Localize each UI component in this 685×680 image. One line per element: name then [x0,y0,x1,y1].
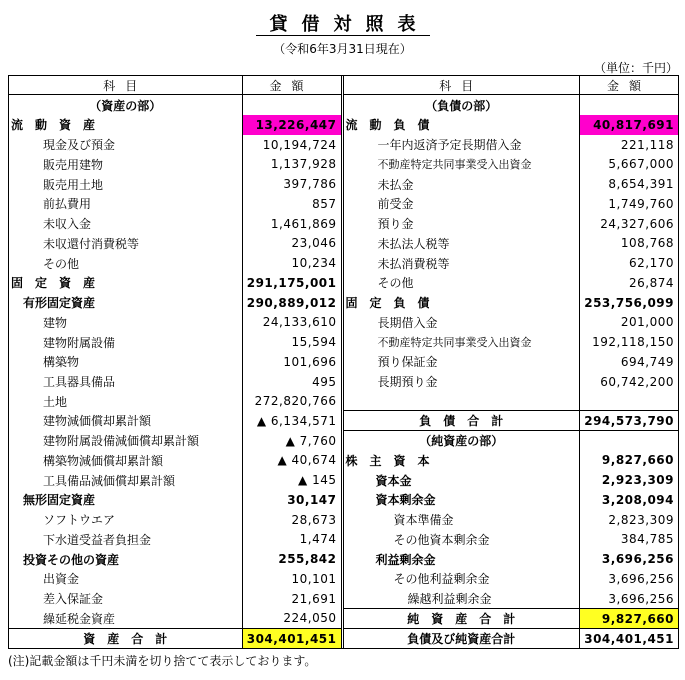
account-amount: 1,137,928 [242,155,341,175]
account-name: 株 主 資 本 [345,453,430,468]
footnote: (注)記載金額は千円未満を切り捨てて表示しております。 [8,654,317,668]
account-name: （資産の部） [89,98,162,113]
amount-header: 金額 [242,76,341,94]
account-name: 預り保証金 [377,355,438,370]
account-amount: 224,050 [242,608,341,628]
account-name: 資本金 [375,473,412,488]
account-amount: 495 [242,372,341,392]
assets-row [9,312,341,332]
account-name: その他利益剰余金 [393,572,490,587]
liabilities-row [344,253,679,273]
account-name: 工具器具備品 [43,375,116,389]
account-name: 無形固定資産 [23,493,96,508]
liabilities-header-row [344,76,679,95]
amount-header: 金額 [579,76,678,94]
account-amount: 23,046 [242,234,341,254]
assets-header-row [9,76,341,95]
account-amount: 8,654,391 [579,174,678,194]
account-amount: 13,226,447 [242,115,341,135]
assets-side [9,76,344,648]
account-name: 固 定 負 債 [345,296,430,311]
assets-row [9,115,341,135]
subject-header: 科目 [103,78,148,93]
account-name: 流 動 資 産 [11,118,96,133]
account-amount [579,95,678,115]
liabilities-row [344,174,679,194]
account-amount: 3,696,256 [579,569,678,589]
liabilities-row [344,155,679,175]
liabilities-row [344,391,679,411]
account-name: 建物減価償却累計額 [43,414,152,429]
account-name: 構築物 [43,355,80,370]
assets-row [9,372,341,392]
assets-row [9,628,341,648]
assets-row [9,589,341,609]
account-name: 現金及び預金 [43,138,116,153]
account-name: 長期預り金 [377,375,438,389]
liabilities-row [344,549,679,569]
account-amount: 15,594 [242,332,341,352]
account-amount [579,431,678,451]
account-amount: 694,749 [579,352,678,372]
account-name: その他 [377,276,414,291]
account-amount: ▲ 40,674 [242,451,341,471]
account-amount: 290,889,012 [242,293,341,313]
account-name: 未収入金 [43,217,92,232]
account-amount: 397,786 [242,174,341,194]
assets-row [9,174,341,194]
account-amount [242,95,341,115]
account-amount: 5,667,000 [579,155,678,175]
account-amount: 108,768 [579,234,678,254]
account-name: 未収還付消費税等 [43,236,140,251]
liabilities-row [344,451,679,471]
account-name: 未払消費税等 [377,256,450,271]
account-amount: 3,696,256 [579,589,678,609]
assets-row [9,608,341,628]
account-name: 建物附属設備減価償却累計額 [43,434,200,449]
as-of-date: （令和6年3月31日現在） [273,42,412,56]
liabilities-row [344,273,679,293]
account-amount: 304,401,451 [579,629,678,648]
unit-label: （単位：千円） [593,61,678,75]
account-name: 資 産 合 計 [83,632,168,647]
account-amount: ▲ 7,760 [242,431,341,451]
account-name: 固 定 資 産 [11,276,96,291]
liabilities-row [344,470,679,490]
account-name: 下水道受益者負担金 [43,532,152,547]
assets-row [9,569,341,589]
account-name: 一年内返済予定長期借入金 [377,138,522,153]
account-amount: 60,742,200 [579,372,678,392]
liabilities-row [344,234,679,254]
account-amount: 62,170 [579,253,678,273]
account-name: 負 債 合 計 [419,414,504,428]
account-amount: 221,118 [579,135,678,155]
liabilities-row [344,352,679,372]
liabilities-row [344,431,679,451]
account-amount: 384,785 [579,530,678,550]
assets-row [9,95,341,115]
account-amount: 21,691 [242,589,341,609]
assets-row [9,510,341,530]
assets-row [9,273,341,293]
account-amount: 857 [242,194,341,214]
account-amount: 272,820,766 [242,391,341,411]
account-amount [579,391,678,410]
liabilities-row [344,115,679,135]
account-amount: 304,401,451 [242,629,341,648]
account-name: 不動産特定共同事業受入出資金 [377,158,532,172]
subject-header: 科目 [439,78,484,93]
assets-row [9,431,341,451]
assets-row [9,352,341,372]
liabilities-row [344,95,679,115]
account-amount: 24,327,606 [579,214,678,234]
assets-row [9,135,341,155]
account-name: 投資その他の資産 [23,552,120,567]
liabilities-row [344,589,679,609]
account-amount: 255,842 [242,549,341,569]
account-amount: 2,923,309 [579,470,678,490]
account-name: 負債及び純資産合計 [407,632,516,647]
account-name: 資本準備金 [393,513,454,528]
assets-row [9,490,341,510]
account-name: 利益剰余金 [375,552,436,567]
assets-row [9,194,341,214]
assets-row [9,293,341,313]
account-name: 建物 [43,315,68,330]
account-amount: 101,696 [242,352,341,372]
account-amount: 28,673 [242,510,341,530]
balance-sheet-table [8,75,679,649]
account-amount: 9,827,660 [579,451,678,471]
liabilities-row [344,194,679,214]
liabilities-row [344,569,679,589]
assets-row [9,155,341,175]
account-name: 長期借入金 [377,315,438,330]
account-amount: 24,133,610 [242,312,341,332]
account-amount: ▲ 6,134,571 [242,411,341,431]
account-name: 有形固定資産 [23,296,96,311]
account-amount: 26,874 [579,273,678,293]
liabilities-row [344,411,679,431]
account-amount: 201,000 [579,312,678,332]
assets-row [9,470,341,490]
assets-row [9,391,341,411]
liabilities-row [344,510,679,530]
account-amount: 3,208,094 [579,490,678,510]
assets-row [9,451,341,471]
account-name: その他 [43,256,80,271]
account-name: ソフトウエア [43,513,116,528]
liabilities-row [344,312,679,332]
liabilities-row [344,530,679,550]
liabilities-side [344,76,679,648]
account-amount: 1,474 [242,530,341,550]
account-amount: 253,756,099 [579,293,678,313]
account-amount: 10,234 [242,253,341,273]
assets-row [9,549,341,569]
assets-row [9,530,341,550]
account-name: 未払金 [377,177,414,192]
account-name: 未払法人税等 [377,236,450,251]
account-name: 不動産特定共同事業受入出資金 [377,336,532,350]
account-amount: 2,823,309 [579,510,678,530]
assets-row [9,234,341,254]
account-name: 純 資 産 合 計 [407,612,516,627]
account-amount: 1,461,869 [242,214,341,234]
liabilities-row [344,490,679,510]
account-name: 前受金 [377,197,414,212]
account-name: 土地 [43,394,68,409]
account-amount: 30,147 [242,490,341,510]
account-name: 工具備品減価償却累計額 [43,473,176,488]
account-amount: 10,194,724 [242,135,341,155]
assets-row [9,214,341,234]
liabilities-row [344,135,679,155]
account-amount: 1,749,760 [579,194,678,214]
assets-row [9,332,341,352]
account-name: 出資金 [43,572,80,587]
account-name: 販売用土地 [43,177,104,192]
document-title: 貸借対照表 [0,10,685,36]
account-amount: ▲ 145 [242,470,341,490]
account-name: 前払費用 [43,197,92,212]
account-amount: 3,696,256 [579,549,678,569]
account-amount: 294,573,790 [579,411,678,430]
liabilities-row [344,332,679,352]
account-name: その他資本剰余金 [393,532,490,547]
liabilities-row [344,608,679,628]
account-name: （純資産の部） [419,434,504,449]
account-name: 繰延税金資産 [43,611,116,626]
account-name [344,391,580,410]
account-name: 流 動 負 債 [345,118,430,133]
account-amount: 10,101 [242,569,341,589]
account-name: 差入保証金 [43,592,104,607]
account-name: 預り金 [377,217,414,232]
liabilities-row [344,628,679,648]
account-name: 建物附属設備 [43,335,116,350]
assets-row [9,253,341,273]
account-name: 構築物減価償却累計額 [43,453,164,468]
assets-row [9,411,341,431]
account-amount: 192,118,150 [579,332,678,352]
account-name: （負債の部） [425,98,498,113]
liabilities-row [344,372,679,392]
account-name: 販売用建物 [43,157,104,172]
account-amount: 291,175,001 [242,273,341,293]
liabilities-row [344,214,679,234]
account-name: 資本剰余金 [375,493,436,508]
account-amount: 9,827,660 [579,609,678,628]
account-name: 繰越利益剰余金 [407,592,492,607]
account-amount: 40,817,691 [579,115,678,135]
liabilities-row [344,293,679,313]
